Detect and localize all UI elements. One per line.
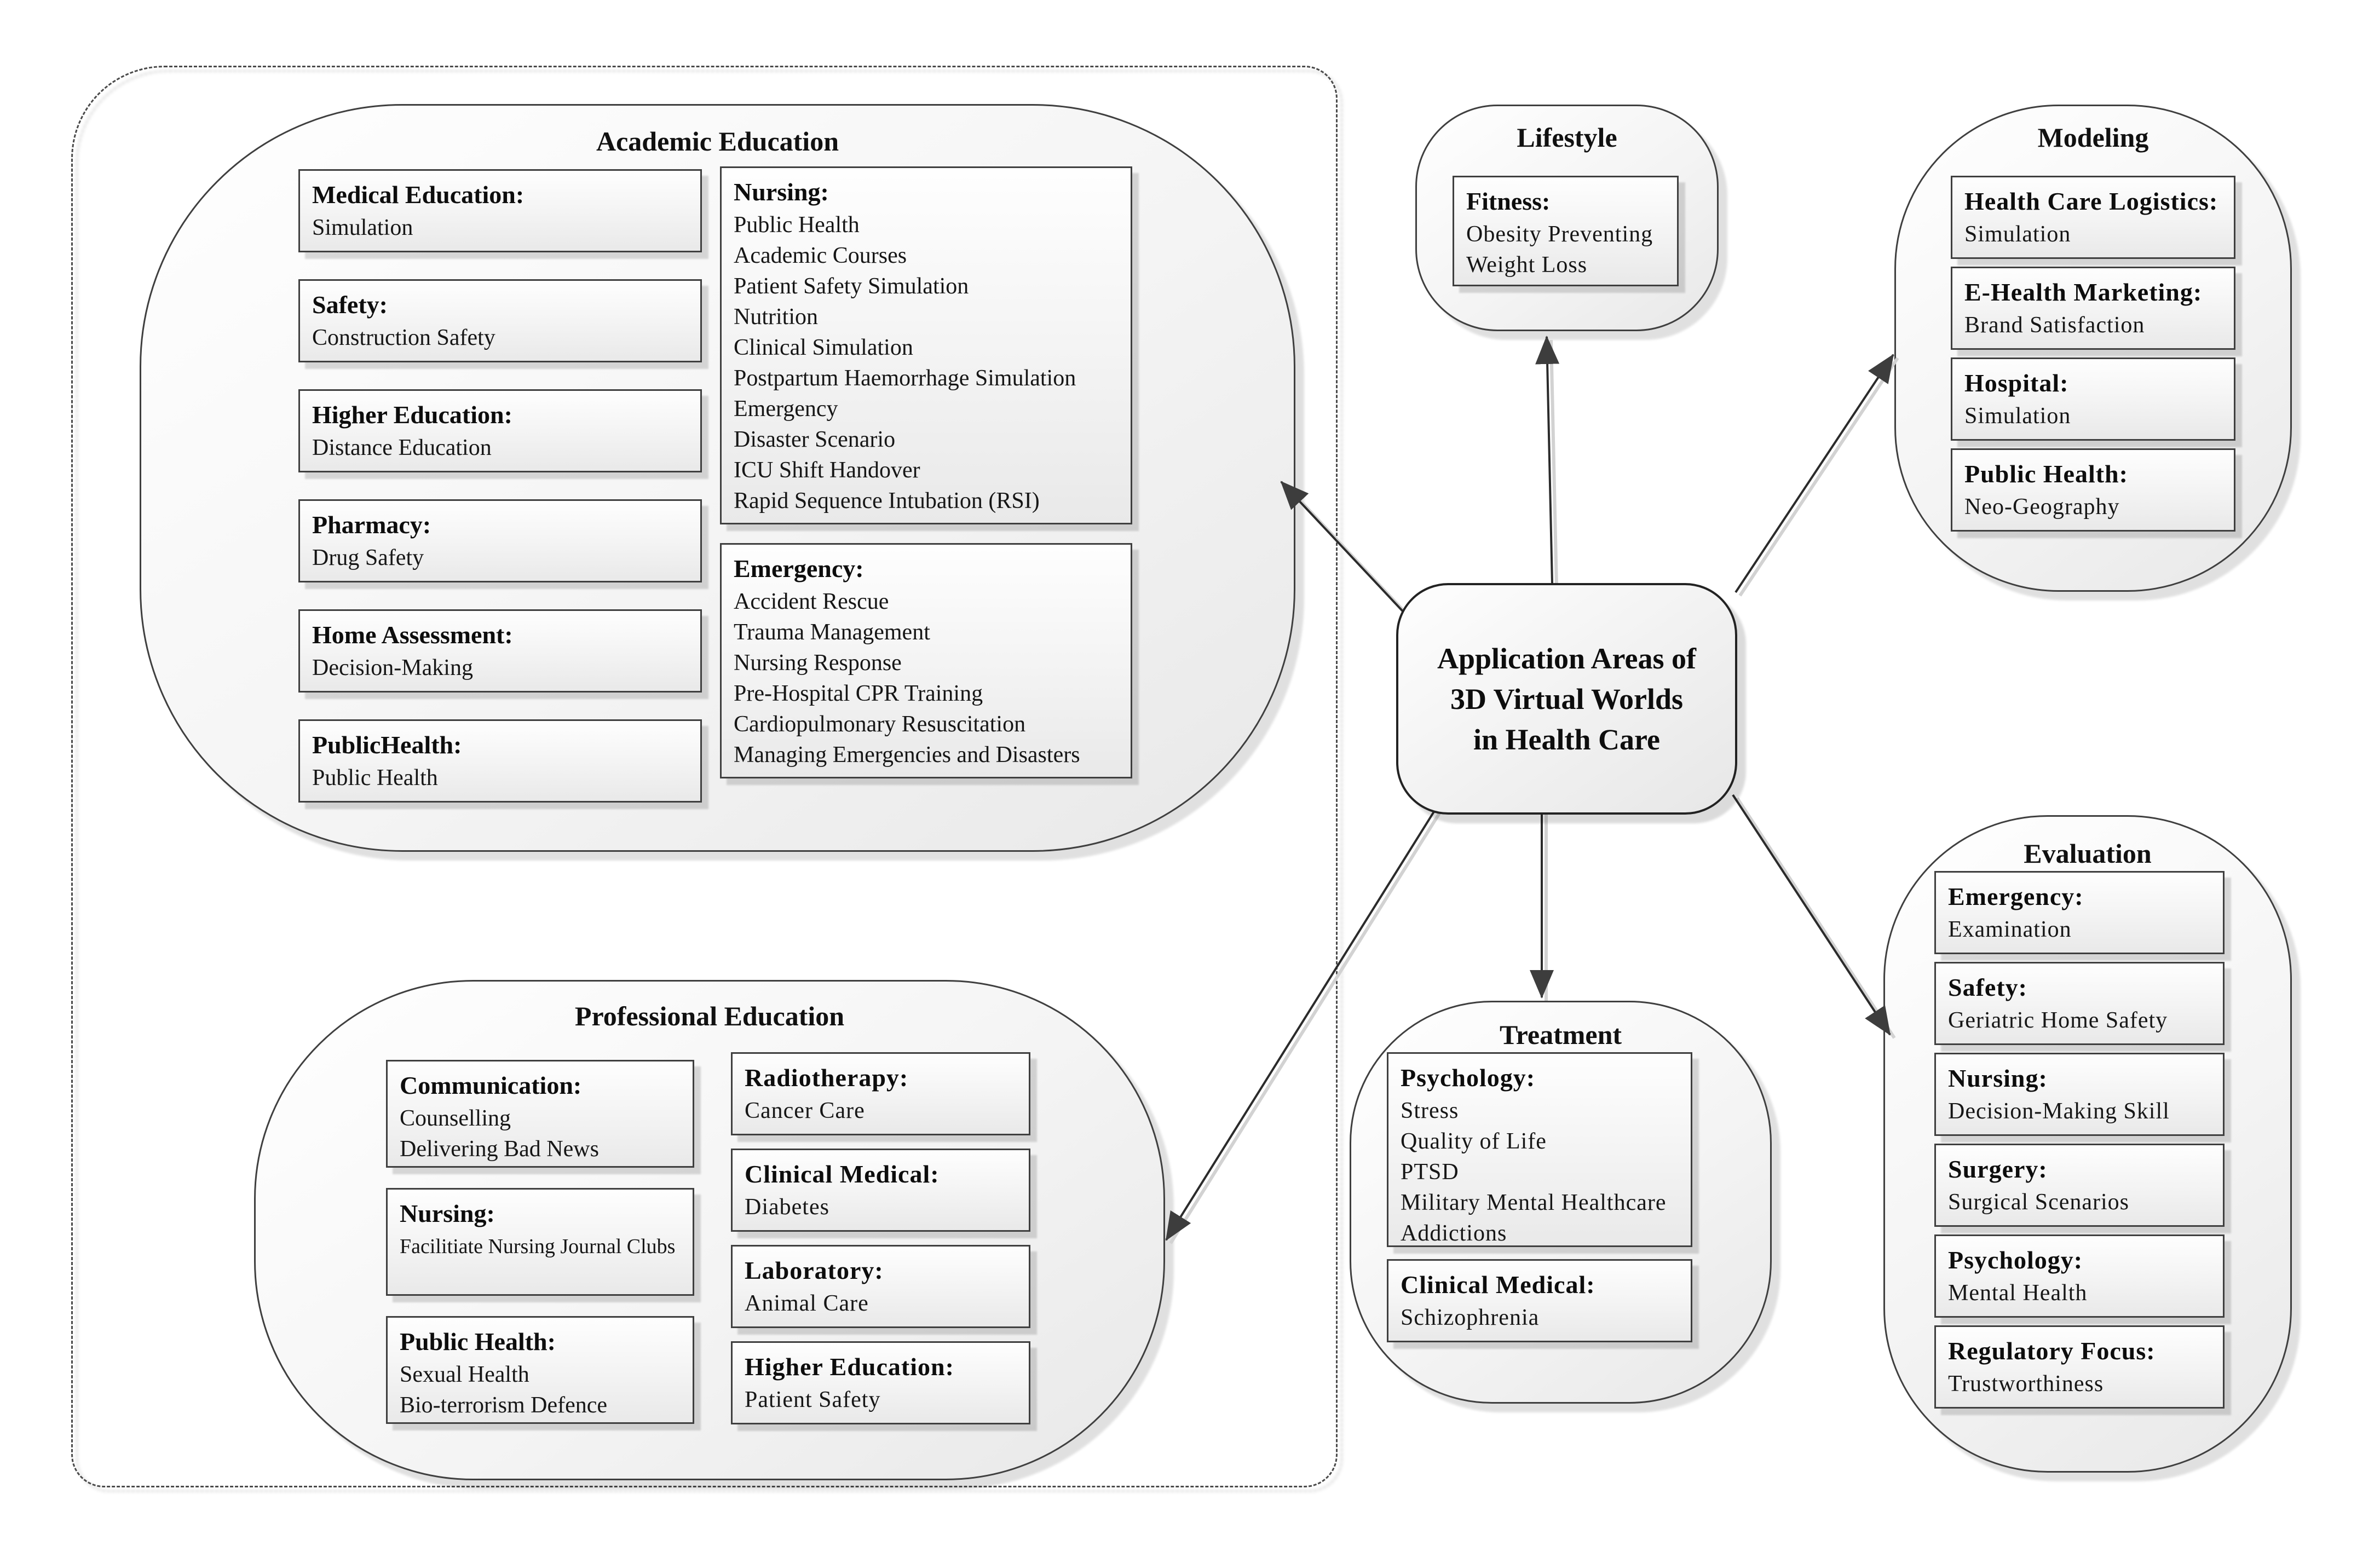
group-title-academic-education: Academic Education bbox=[596, 126, 839, 157]
topic-heading: Medical Education: bbox=[312, 181, 525, 209]
topic-heading: Psychology: bbox=[1401, 1064, 1536, 1092]
topic-heading: Health Care Logistics: bbox=[1964, 187, 2218, 215]
topic-line: Cancer Care bbox=[745, 1098, 865, 1123]
topic-line: Geriatric Home Safety bbox=[1948, 1008, 2168, 1033]
topic-line: Patient Safety bbox=[745, 1387, 881, 1412]
topic-line: Sexual Health bbox=[400, 1362, 529, 1387]
topic-heading: Public Health: bbox=[1964, 460, 2128, 488]
topic-heading: E-Health Marketing: bbox=[1964, 278, 2203, 306]
arrow-center-to-modeling bbox=[1736, 355, 1898, 596]
group-title-lifestyle: Lifestyle bbox=[1517, 122, 1617, 153]
topic-box bbox=[1951, 357, 2235, 441]
central-node-application-areas bbox=[1396, 583, 1737, 815]
academic-left-column bbox=[298, 169, 702, 803]
central-node-line: in Health Care bbox=[1473, 723, 1660, 756]
topic-box bbox=[1387, 1259, 1692, 1342]
topic-line: Nursing Response bbox=[734, 650, 902, 676]
topic-box bbox=[1934, 1234, 2225, 1318]
topic-box bbox=[298, 719, 702, 803]
group-professional-education bbox=[254, 980, 1165, 1480]
professional-left-column bbox=[386, 1060, 694, 1424]
topic-box bbox=[1951, 267, 2235, 350]
topic-heading: Public Health: bbox=[400, 1328, 556, 1355]
group-academic-education bbox=[140, 104, 1295, 852]
topic-heading: Nursing: bbox=[1948, 1064, 2048, 1092]
topic-line: Academic Courses bbox=[734, 243, 907, 268]
group-modeling bbox=[1894, 105, 2292, 592]
topic-heading: Hospital: bbox=[1964, 369, 2069, 397]
topic-line: Facilitiate Nursing Journal Clubs bbox=[400, 1235, 676, 1258]
topic-box bbox=[1934, 871, 2225, 954]
topic-line: Distance Education bbox=[312, 435, 492, 460]
topic-line: Public Health bbox=[312, 765, 438, 791]
topic-line: Addictions bbox=[1401, 1221, 1507, 1246]
topic-line: Rapid Sequence Intubation (RSI) bbox=[734, 488, 1040, 514]
topic-line: Decision-Making bbox=[312, 655, 473, 680]
topic-line: Brand Satisfaction bbox=[1964, 313, 2145, 338]
group-title-treatment: Treatment bbox=[1499, 1019, 1622, 1050]
evaluation-column bbox=[1934, 871, 2225, 1409]
topic-heading: Clinical Medical: bbox=[1401, 1271, 1595, 1299]
topic-line: Mental Health bbox=[1948, 1280, 2088, 1306]
topic-box bbox=[731, 1245, 1030, 1328]
topic-line: Surgical Scenarios bbox=[1948, 1190, 2129, 1215]
lifestyle-column bbox=[1453, 176, 1679, 286]
group-lifestyle bbox=[1415, 105, 1719, 331]
topic-line: Trustworthiness bbox=[1948, 1371, 2104, 1397]
topic-heading: Radiotherapy: bbox=[745, 1064, 909, 1092]
topic-line: Simulation bbox=[1964, 222, 2071, 247]
topic-box bbox=[1934, 962, 2225, 1045]
topic-box bbox=[720, 543, 1132, 778]
group-treatment bbox=[1350, 1001, 1772, 1404]
topic-box bbox=[1951, 448, 2235, 532]
topic-heading: Emergency: bbox=[1948, 882, 2084, 910]
topic-line: Patient Safety Simulation bbox=[734, 274, 969, 299]
topic-heading: Psychology: bbox=[1948, 1246, 2083, 1274]
central-node-line: Application Areas of bbox=[1437, 642, 1697, 675]
group-evaluation bbox=[1883, 815, 2292, 1473]
topic-box bbox=[731, 1341, 1030, 1424]
topic-line: Delivering Bad News bbox=[400, 1136, 599, 1162]
topic-line: Disaster Scenario bbox=[734, 427, 896, 452]
topic-heading: Surgery: bbox=[1948, 1155, 2048, 1183]
topic-heading: Clinical Medical: bbox=[745, 1160, 940, 1188]
topic-line: Emergency bbox=[734, 396, 838, 422]
topic-line: Stress bbox=[1401, 1098, 1459, 1123]
topic-heading: Higher Education: bbox=[312, 401, 512, 429]
topic-box bbox=[1387, 1052, 1692, 1247]
topic-line: Nutrition bbox=[734, 304, 818, 330]
topic-box bbox=[1453, 176, 1679, 286]
topic-line: Weight Loss bbox=[1466, 252, 1588, 278]
modeling-column bbox=[1951, 176, 2235, 532]
topic-heading: Communication: bbox=[400, 1071, 582, 1099]
arrow-center-to-evaluation bbox=[1733, 795, 1894, 1038]
topic-line: Quality of Life bbox=[1401, 1129, 1547, 1154]
topic-line: Military Mental Healthcare bbox=[1401, 1190, 1667, 1215]
topic-heading: Safety: bbox=[312, 291, 388, 319]
topic-line: Neo-Geography bbox=[1964, 494, 2120, 520]
topic-line: Diabetes bbox=[745, 1195, 829, 1220]
professional-right-column bbox=[731, 1052, 1030, 1424]
topic-box bbox=[731, 1052, 1030, 1135]
topic-line: Animal Care bbox=[745, 1291, 869, 1316]
topic-box bbox=[298, 169, 702, 252]
topic-heading: Home Assessment: bbox=[312, 621, 513, 649]
topic-line: Decision-Making Skill bbox=[1948, 1099, 2170, 1124]
topic-heading: Safety: bbox=[1948, 973, 2027, 1001]
group-title-professional-education: Professional Education bbox=[574, 1001, 845, 1031]
topic-box bbox=[298, 279, 702, 362]
topic-heading: Emergency: bbox=[734, 555, 864, 582]
topic-heading: Nursing: bbox=[734, 178, 829, 206]
topic-line: Examination bbox=[1948, 917, 2072, 942]
arrow-center-to-lifestyle bbox=[1547, 337, 1557, 586]
topic-line: Managing Emergencies and Disasters bbox=[734, 742, 1080, 768]
group-title-modeling: Modeling bbox=[2037, 122, 2149, 153]
topic-box bbox=[1934, 1325, 2225, 1409]
arrow-center-to-treatment bbox=[1542, 810, 1546, 1001]
topic-box bbox=[298, 609, 702, 693]
topic-line: Trauma Management bbox=[734, 620, 930, 645]
group-title-evaluation: Evaluation bbox=[2024, 838, 2152, 869]
topic-box bbox=[1934, 1144, 2225, 1227]
topic-heading: Regulatory Focus: bbox=[1948, 1337, 2156, 1365]
topic-heading: PublicHealth: bbox=[312, 731, 462, 759]
topic-line: Clinical Simulation bbox=[734, 335, 913, 360]
topic-line: Drug Safety bbox=[312, 545, 424, 570]
topic-box bbox=[731, 1149, 1030, 1232]
central-node-line: 3D Virtual Worlds bbox=[1450, 682, 1684, 716]
topic-line: Bio-terrorism Defence bbox=[400, 1393, 608, 1418]
topic-heading: Pharmacy: bbox=[312, 511, 431, 539]
topic-box bbox=[386, 1188, 694, 1296]
topic-box bbox=[1951, 176, 2235, 259]
topic-line: PTSD bbox=[1401, 1159, 1459, 1185]
topic-line: Accident Rescue bbox=[734, 589, 889, 614]
academic-right-column bbox=[720, 166, 1132, 778]
topic-heading: Laboratory: bbox=[745, 1256, 884, 1284]
topic-heading: Higher Education: bbox=[745, 1353, 954, 1381]
topic-line: Simulation bbox=[312, 215, 413, 240]
topic-line: ICU Shift Handover bbox=[734, 458, 920, 483]
topic-line: Pre-Hospital CPR Training bbox=[734, 681, 983, 706]
topic-box bbox=[1934, 1053, 2225, 1136]
topic-box bbox=[720, 166, 1132, 524]
topic-line: Cardiopulmonary Resuscitation bbox=[734, 712, 1026, 737]
topic-line: Simulation bbox=[1964, 403, 2071, 429]
topic-box bbox=[386, 1060, 694, 1168]
topic-box bbox=[298, 499, 702, 582]
topic-line: Public Health bbox=[734, 212, 860, 238]
topic-line: Counselling bbox=[400, 1106, 511, 1131]
topic-line: Postpartum Haemorrhage Simulation bbox=[734, 366, 1076, 391]
topic-line: Obesity Preventing bbox=[1466, 222, 1653, 247]
topic-line: Schizophrenia bbox=[1401, 1305, 1540, 1330]
topic-line: Construction Safety bbox=[312, 325, 495, 350]
topic-box bbox=[386, 1316, 694, 1424]
treatment-column bbox=[1387, 1052, 1692, 1342]
topic-heading: Nursing: bbox=[400, 1199, 495, 1227]
topic-box bbox=[298, 389, 702, 472]
topic-heading: Fitness: bbox=[1466, 187, 1551, 215]
